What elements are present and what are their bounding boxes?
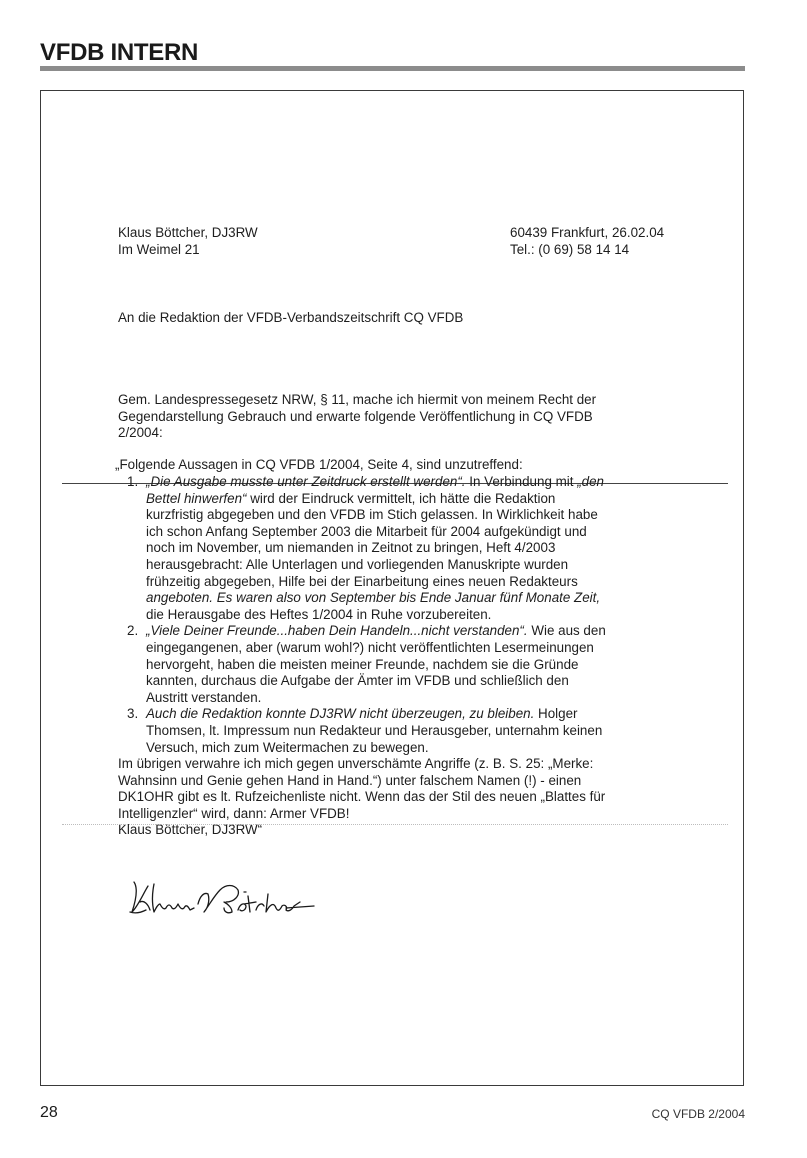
list-item (118, 474, 708, 623)
item-line: herausgebracht: Alle Unterlagen und vorliegenden Manuskripte wurden (146, 556, 569, 572)
item-line: Austritt verstanden. (146, 689, 262, 705)
intro-line: Gem. Landespressegesetz NRW, § 11, mache ich hiermit von meinem Recht der (118, 392, 597, 407)
intro-paragraph (118, 392, 718, 442)
section-title: VFDB INTERN (40, 39, 199, 66)
item-line: die Herausgabe des Heftes 1/2004 in Ruhe vorzubereiten. (146, 606, 492, 622)
item-line: Bettel hinwerfen“ wird der Eindruck vermittelt, ich hätte die Redaktion (146, 490, 556, 506)
item-line: „Die Ausgabe musste unter Zeitdruck erstellt werden“. In Verbindung mit „den (146, 474, 604, 489)
item-number: 1. (127, 474, 139, 489)
item-line: Versuch, mich zum Weitermachen zu bewegen. (146, 739, 429, 755)
handwritten-signature-icon (128, 874, 328, 924)
item-line: angeboten. Es waren also von September bis Ende Januar fünf Monate Zeit, (146, 590, 601, 606)
item-number: 2. (127, 623, 139, 639)
list-item (118, 623, 708, 706)
item-line: noch im November, um niemanden in Zeitnot zu bringen, Heft 4/2003 (146, 540, 556, 556)
item-line: kurzfristig abgegeben und den VFDB im Stich gelassen. In Wirklichkeit habe (146, 507, 598, 523)
closing-line: Intelligenzler“ wird, dann: Armer VFDB! (118, 805, 350, 821)
item-line: eingegangenen, aber (warum wohl?) nicht veröffentlichten Lesermeinungen (146, 639, 594, 655)
sender-address (118, 225, 258, 258)
item-line: hervorgeht, haben die meisten meiner Freunde, nachdem sie die Gründe (146, 656, 579, 672)
closing-line: Im übrigen verwahre ich mich gegen unverschämte Angriffe (z. B. S. 25: „Merke: (118, 756, 594, 771)
item-line: Auch die Redaktion konnte DJ3RW nicht überzeugen, zu bleiben. Holger (146, 706, 578, 722)
place-date-block (510, 225, 664, 258)
closing-signoff: Klaus Böttcher, DJ3RW“ (118, 822, 263, 838)
phone-number: Tel.: (0 69) 58 14 14 (510, 241, 630, 257)
recipient-line: An die Redaktion der VFDB-Verbandszeitschrift CQ VFDB (118, 310, 464, 325)
closing-line: Wahnsinn und Genie gehen Hand in Hand.“) unter falschem Namen (!) - einen (118, 772, 582, 788)
page-number: 28 (40, 1104, 58, 1121)
intro-line: Gegendarstellung Gebrauch und erwarte folgende Veröffentlichung in CQ VFDB (118, 408, 593, 424)
intro-line: 2/2004: (118, 425, 163, 441)
list-item (118, 706, 708, 756)
closing-line: DK1OHR gibt es lt. Rufzeichenliste nicht. Wenn das der Stil des neuen „Blattes für (118, 789, 606, 805)
issue-label: CQ VFDB 2/2004 (651, 1107, 745, 1121)
statement-lead: „Folgende Aussagen in CQ VFDB 1/2004, Seite 4, sind unzutreffend: (115, 457, 523, 472)
place-date: 60439 Frankfurt, 26.02.04 (510, 225, 665, 240)
statement-list (118, 474, 708, 756)
closing-paragraph (118, 756, 718, 839)
item-line: „Viele Deiner Freunde...haben Dein Handeln...nicht verstanden“. Wie aus den (146, 623, 606, 639)
sender-name: Klaus Böttcher, DJ3RW (118, 225, 258, 240)
item-line: Thomsen, lt. Impressum nun Redakteur und Herausgeber, unternahm keinen (146, 722, 603, 738)
scan-artifact-line (62, 824, 728, 825)
item-number: 3. (127, 706, 139, 722)
sender-street: Im Weimel 21 (118, 241, 200, 257)
item-line: frühzeitig abgegeben, Hilfe bei der Einarbeitung eines neuen Redakteurs (146, 573, 578, 589)
title-rule (40, 66, 745, 71)
item-line: kannten, durchaus die Aufgabe der Ämter im VFDB und schließlich den (146, 673, 569, 689)
item-line: ich schon Anfang September 2003 die Mitarbeit für 2004 aufgekündigt und (146, 523, 587, 539)
